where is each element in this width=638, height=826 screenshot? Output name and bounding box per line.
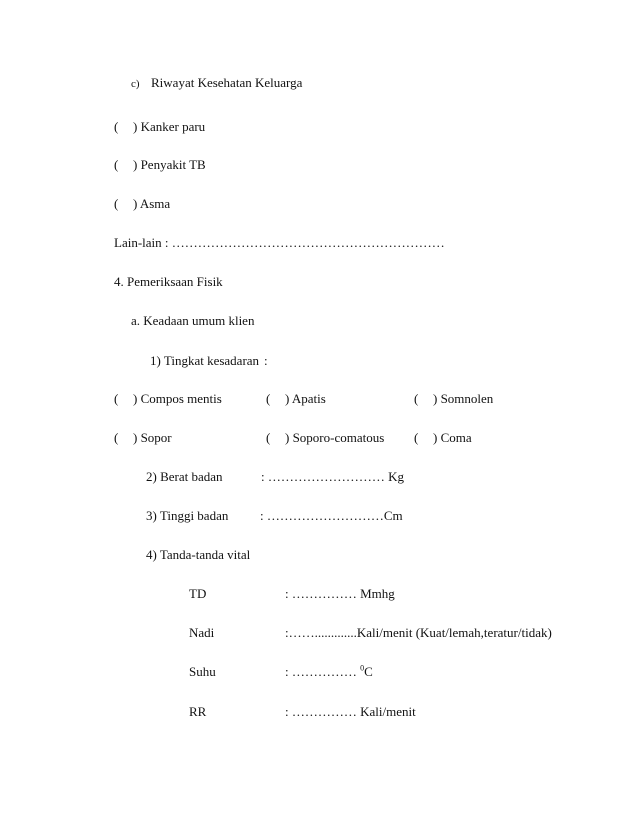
degree-superscript: 0 [360, 663, 365, 673]
vital-field-suhu [285, 664, 373, 680]
checkbox-paren: ( [114, 157, 119, 172]
vital-name-suhu: Suhu [189, 664, 216, 679]
general-state-heading: a. Keadaan umum klien [131, 313, 255, 328]
consciousness-label: 1) Tingkat kesadaran [150, 353, 260, 368]
vital-unit-suhu: C [364, 664, 373, 679]
vital-field-nadi: :…….............Kali/menit (Kuat/lemah,teratur/tidak) [285, 625, 552, 640]
checklist-item-asma: ) Asma [133, 196, 171, 211]
option-sopor: ) Sopor [133, 430, 172, 445]
vital-name-nadi: Nadi [189, 625, 215, 640]
checkbox-paren: ( [414, 430, 419, 445]
height-label: 3) Tinggi badan [146, 508, 229, 523]
weight-label: 2) Berat badan [146, 469, 223, 484]
vital-field-rr: : …………… Kali/menit [285, 704, 416, 719]
consciousness-colon: : [264, 353, 268, 368]
checkbox-paren: ( [114, 196, 119, 211]
vital-field-suhu-dots: : …………… [285, 664, 361, 679]
vital-name-rr: RR [189, 704, 207, 719]
checkbox-paren: ( [266, 391, 271, 406]
option-compos-mentis: ) Compos mentis [133, 391, 222, 406]
option-soporo-comatous: ) Soporo-comatous [285, 430, 385, 445]
checkbox-paren: ( [114, 430, 119, 445]
other-field: Lain-lain : ……………………………………………………… [114, 235, 445, 250]
checkbox-paren: ( [114, 119, 119, 134]
section-title: Riwayat Kesehatan Keluarga [151, 75, 303, 90]
vital-name-td: TD [189, 586, 207, 601]
checkbox-paren: ( [114, 391, 119, 406]
checklist-item-kanker-paru: ) Kanker paru [133, 119, 206, 134]
vitals-heading: 4) Tanda-tanda vital [146, 547, 251, 562]
vital-field-td: : …………… Mmhg [285, 586, 395, 601]
option-apatis: ) Apatis [285, 391, 326, 406]
option-somnolen: ) Somnolen [433, 391, 494, 406]
checkbox-paren: ( [266, 430, 271, 445]
weight-field: : ……………………… Kg [261, 469, 404, 484]
section-marker: c) [131, 78, 140, 90]
exam-heading: 4. Pemeriksaan Fisik [114, 274, 223, 289]
checklist-item-penyakit-tb: ) Penyakit TB [133, 157, 206, 172]
option-coma: ) Coma [433, 430, 472, 445]
checkbox-paren: ( [414, 391, 419, 406]
height-field: : ………………………Cm [260, 508, 403, 523]
